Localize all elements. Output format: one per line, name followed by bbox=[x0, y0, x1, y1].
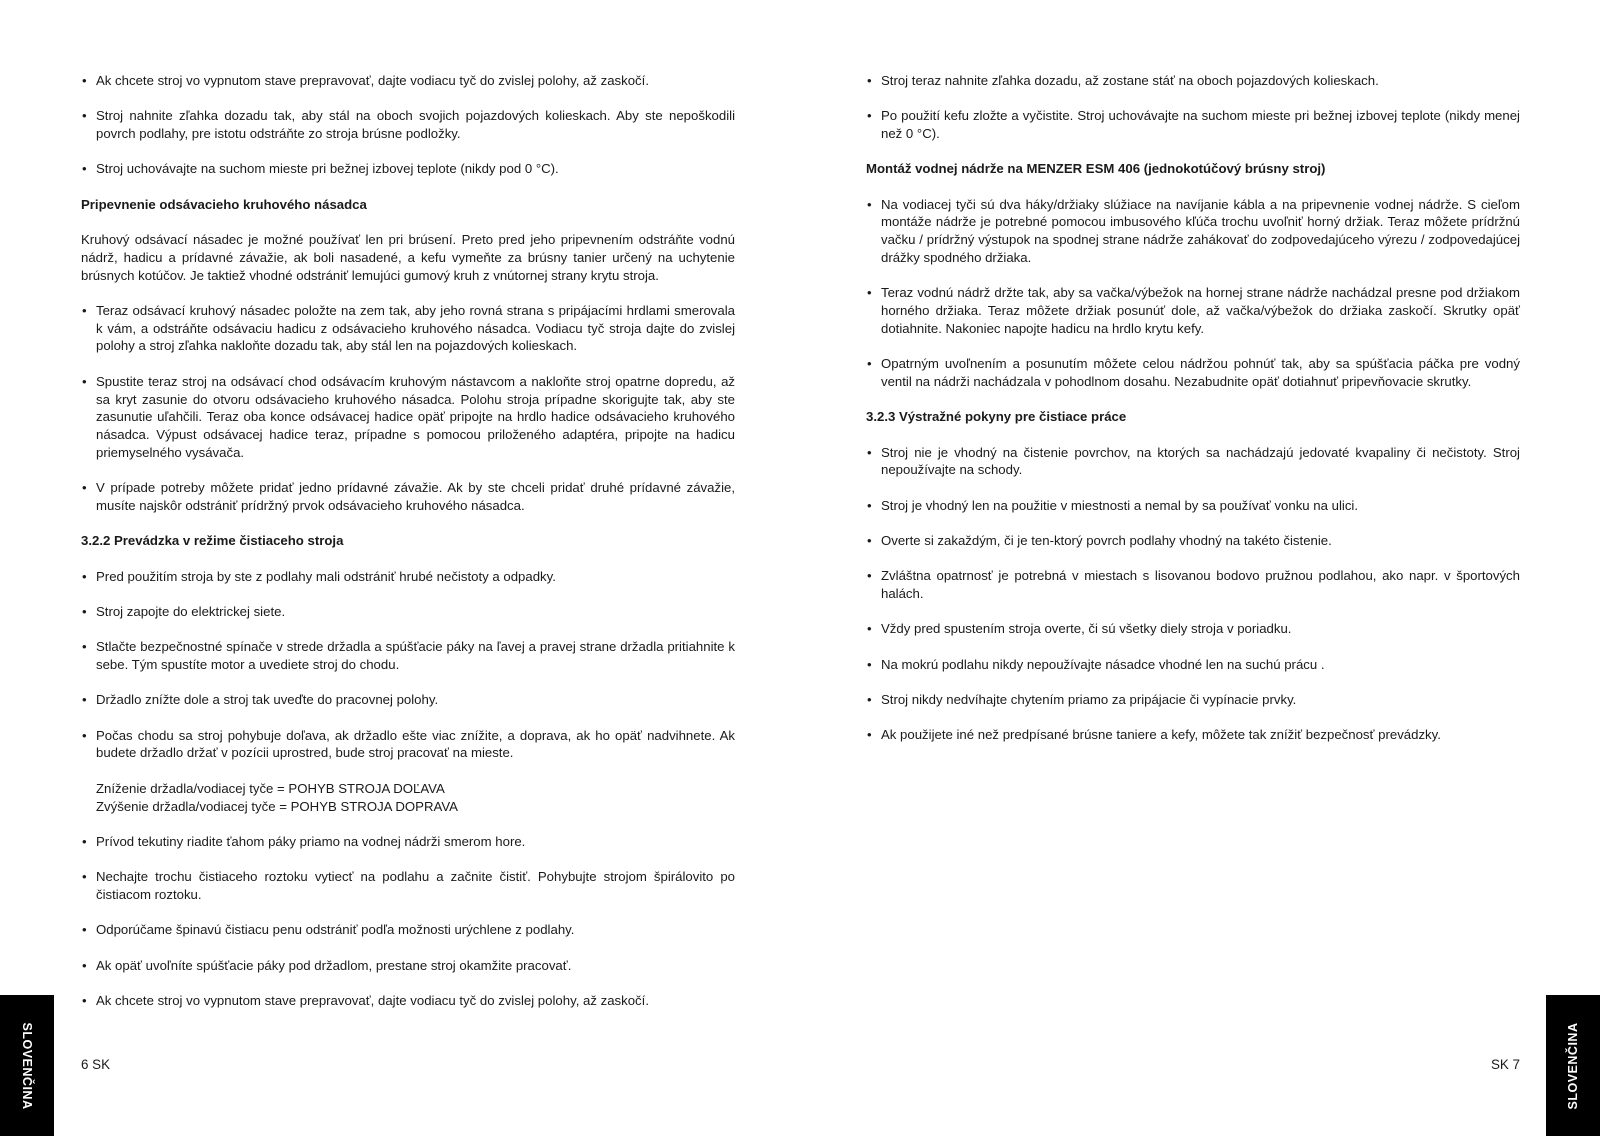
bullet-item: • Teraz vodnú nádrž držte tak, aby sa vačka/výbežok na hornej strane nádrže nachádzal presne pod držiakom horného držiaka. Teraz môžete držiak posunúť dole, až vačka/výbežok do držiaka zaskočí. Skrutky opäť dotiahnite. Nakoniec napojte hadicu na hrdlo krytu kefy. bbox=[866, 284, 1520, 337]
bullet-item: • V prípade potreby môžete pridať jedno prídavné závažie. Ak by ste chceli pridať druhé prídavné závažie, musíte najskôr odstrániť prídržný prvok odsávacieho kruhového násadca. bbox=[81, 479, 735, 515]
bullet-item: • Stroj nikdy nedvíhajte chytením priamo za pripájacie či vypínacie prvky. bbox=[866, 691, 1520, 709]
section-heading: Montáž vodnej nádrže na MENZER ESM 406 (jednokotúčový brúsny stroj) bbox=[866, 161, 1326, 177]
page-number-right: SK 7 bbox=[1490, 1057, 1520, 1072]
language-tab-right bbox=[1546, 995, 1600, 1136]
bullet-item: • Zvláštna opatrnosť je potrebná v miestach s lisovanou bodovo pružnou podlahou, ako napr. v športových halách. bbox=[866, 567, 1520, 603]
language-tab-label: SLOVENČINA bbox=[20, 1022, 34, 1109]
bullet-item: • Pred použitím stroja by ste z podlahy mali odstrániť hrubé nečistoty a odpadky. bbox=[81, 568, 735, 586]
bullet-item: • Spustite teraz stroj na odsávací chod odsávacím kruhovým nástavcom a nakloňte stroj opatrne dopredu, až sa kryt zasunie do otvoru odsávacieho kruhového násadca. Polohu stroja prípadne skorigujte tak, aby ste zasunutie uľahčili. Teraz oba konce odsávacej hadice opäť pripojte na hrdlo hadice odsávacieho kruhového násadca. Výpust odsávacej hadice teraz, prípadne s pomocou priloženého adaptéra, pripojte na hadicu priemyselného vysávača. bbox=[81, 373, 735, 462]
bullet-item: • Držadlo znížte dole a stroj tak uveďte do pracovnej polohy. bbox=[81, 691, 735, 709]
page-number-left: 6 SK bbox=[81, 1057, 111, 1072]
direction-rule-line: Zníženie držadla/vodiacej tyče = POHYB STROJA DOĽAVA bbox=[96, 780, 445, 796]
bullet-item: • Nechajte trochu čistiaceho roztoku vytiecť na podlahu a začnite čistiť. Pohybujte strojom špirálovito po čistiacom roztoku. bbox=[81, 868, 735, 904]
language-tab-left bbox=[0, 995, 54, 1136]
bullet-item: • Opatrným uvoľnením a posunutím môžete celou nádržou pohnúť tak, aby sa spúšťacia páčka pre vodný ventil na nádrži nachádzala v pohodlnom dosahu. Nezabudnite opäť dotiahnuť pripevňovacie skrutky. bbox=[866, 355, 1520, 391]
bullet-item: • Počas chodu sa stroj pohybuje doľava, ak držadlo ešte viac znížite, a doprava, ak ho opäť nadvihnete. Ak budete držadlo držať v pozícii uprostred, bude stroj pracovať na mieste. bbox=[81, 727, 735, 763]
bullet-item: • Prívod tekutiny riadite ťahom páky priamo na vodnej nádrži smerom hore. bbox=[81, 833, 735, 851]
section-heading: 3.2.3 Výstražné pokyny pre čistiace práce bbox=[866, 409, 1127, 425]
bullet-item: • Stroj teraz nahnite zľahka dozadu, až zostane stáť na oboch pojazdových kolieskach. bbox=[866, 72, 1520, 90]
bullet-item: • Ak použijete iné než predpísané brúsne taniere a kefy, môžete tak znížiť bezpečnosť prevádzky. bbox=[866, 726, 1520, 744]
bullet-item: • Stroj nahnite zľahka dozadu tak, aby stál na oboch svojich pojazdových kolieskach. Aby ste nepoškodili povrch podlahy, pre istotu odstráňte zo stroja brúsne podložky. bbox=[81, 107, 735, 143]
right-page-content bbox=[866, 72, 1520, 762]
bullet-item: • Po použití kefu zložte a vyčistite. Stroj uchovávajte na suchom mieste pri bežnej izbovej teplote (nikdy menej než 0 °C). bbox=[866, 107, 1520, 143]
bullet-item: • Na mokrú podlahu nikdy nepoužívajte násadce vhodné len na suchú prácu . bbox=[866, 656, 1520, 674]
section-heading: Pripevnenie odsávacieho kruhového násadca bbox=[81, 196, 367, 212]
bullet-item: • Ak opäť uvoľníte spúšťacie páky pod držadlom, prestane stroj okamžite pracovať. bbox=[81, 957, 735, 975]
bullet-item: • Stroj je vhodný len na použitie v miestnosti a nemal by sa používať vonku na ulici. bbox=[866, 497, 1520, 515]
bullet-item: • Stroj zapojte do elektrickej siete. bbox=[81, 603, 735, 621]
bullet-item: • Stroj uchovávajte na suchom mieste pri bežnej izbovej teplote (nikdy pod 0 °C). bbox=[81, 160, 735, 178]
language-tab-label: SLOVENČINA bbox=[1566, 1022, 1580, 1109]
bullet-item: • Odporúčame špinavú čistiacu penu odstrániť podľa možnosti urýchlene z podlahy. bbox=[81, 921, 735, 939]
bullet-item: • Vždy pred spustením stroja overte, či sú všetky diely stroja v poriadku. bbox=[866, 620, 1520, 638]
bullet-item: • Ak chcete stroj vo vypnutom stave prepravovať, dajte vodiacu tyč do zvislej polohy, až zaskočí. bbox=[81, 72, 735, 90]
bullet-item: • Stroj nie je vhodný na čistenie povrchov, na ktorých sa nachádzajú jedovaté kvapaliny či nečistoty. Stroj nepoužívajte na schody. bbox=[866, 444, 1520, 480]
direction-rules bbox=[81, 780, 735, 816]
direction-rule-line: Zvýšenie držadla/vodiacej tyče = POHYB STROJA DOPRAVA bbox=[96, 798, 458, 814]
bullet-item: • Teraz odsávací kruhový násadec položte na zem tak, aby jeho rovná strana s pripájacími hrdlami smerovala k vám, a odstráňte odsávaciu hadicu z odsávacieho kruhového násadca. Vodiacu tyč stroja dajte do zvislej polohy a stroj zľahka nakloňte dozadu tak, aby stál len na pojazdových kolieskach. bbox=[81, 302, 735, 355]
bullet-item: • Na vodiacej tyči sú dva háky/držiaky slúžiace na navíjanie kábla a na pripevnenie vodnej nádrže. S cieľom montáže nádrže je potrebné pomocou imbusového kľúča trochu uvoľniť horný držiak. Teraz môžete prídržnú vačku / prídržný výstupok na spodnej strane nádrže zahákovať do zodpovedajúceho výrezu / zodpovedajúcej drážky spodného držiaka. bbox=[866, 196, 1520, 267]
section-heading: 3.2.2 Prevádzka v režime čistiaceho stroja bbox=[81, 533, 344, 549]
left-page-content bbox=[81, 72, 735, 1027]
bullet-item: • Ak chcete stroj vo vypnutom stave prepravovať, dajte vodiacu tyč do zvislej polohy, až zaskočí. bbox=[81, 992, 735, 1010]
bullet-item: • Overte si zakaždým, či je ten-ktorý povrch podlahy vhodný na takéto čistenie. bbox=[866, 532, 1520, 550]
paragraph: Kruhový odsávací násadec je možné používať len pri brúsení. Preto pred jeho pripevnením odstráňte vodnú nádrž, hadicu a prídavné závažie, ak boli nasadené, a kefu vymeňte za brúsny tanier určený na uchytenie brúsnych kotúčov. Je taktiež vhodné odstrániť lemujúci gumový kruh z vnútornej strany krytu stroja. bbox=[81, 231, 735, 283]
bullet-item: • Stlačte bezpečnostné spínače v strede držadla a spúšťacie páky na ľavej a pravej strane držadla pritiahnite k sebe. Tým spustíte motor a uvediete stroj do chodu. bbox=[81, 638, 735, 674]
